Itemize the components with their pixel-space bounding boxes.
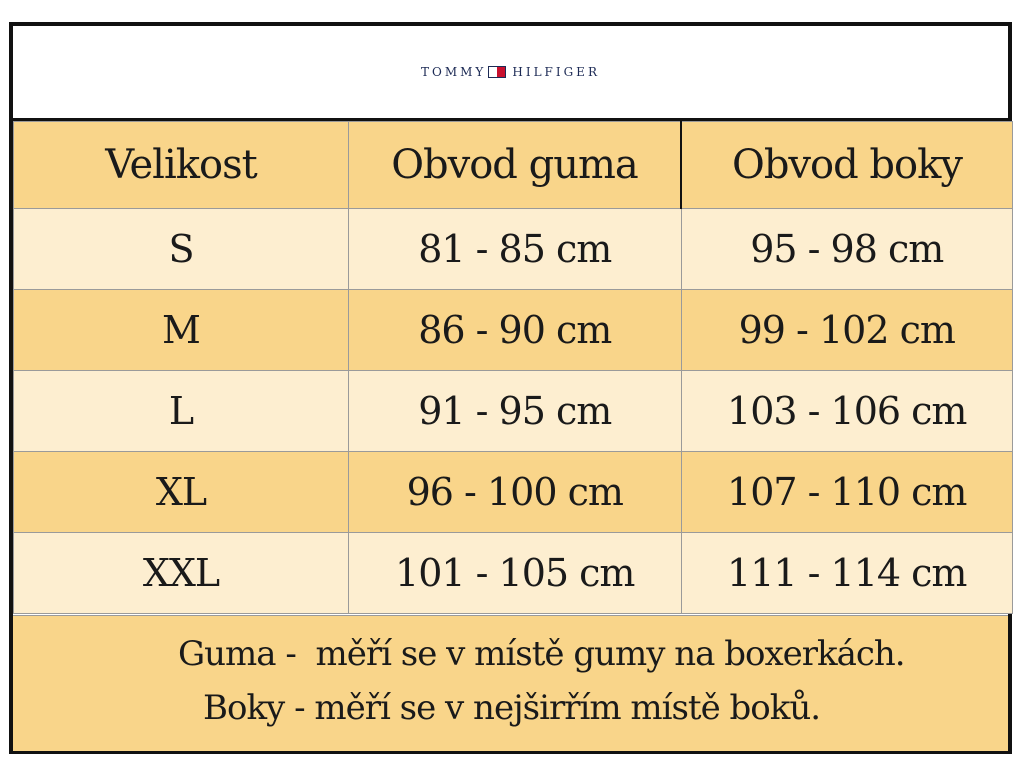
cell-size: L <box>14 371 349 452</box>
cell-size: XL <box>14 452 349 533</box>
note-hips: Boky - měří se v nejširřím místě boků. <box>203 688 821 728</box>
table-row <box>14 371 1013 452</box>
header-size: Velikost <box>14 122 349 209</box>
table-row <box>14 452 1013 533</box>
table-row <box>14 290 1013 371</box>
size-chart-frame <box>9 22 1012 754</box>
cell-size: XXL <box>14 533 349 614</box>
brand-name-right: HILFIGER <box>512 65 600 79</box>
cell-waist: 81 - 85 cm <box>349 209 682 290</box>
cell-hips: 103 - 106 cm <box>681 371 1013 452</box>
table-row <box>14 209 1013 290</box>
cell-waist: 101 - 105 cm <box>349 533 682 614</box>
flag-icon <box>488 66 506 78</box>
cell-waist: 91 - 95 cm <box>349 371 682 452</box>
note-waist: Guma - měří se v místě gumy na boxerkách. <box>178 634 905 674</box>
size-table <box>13 121 1013 614</box>
brand-header <box>13 26 1008 121</box>
tommy-hilfiger-logo <box>421 65 600 79</box>
cell-hips: 95 - 98 cm <box>681 209 1013 290</box>
cell-hips: 107 - 110 cm <box>681 452 1013 533</box>
table-row <box>14 533 1013 614</box>
header-hips: Obvod boky <box>681 122 1013 209</box>
cell-size: M <box>14 290 349 371</box>
cell-waist: 96 - 100 cm <box>349 452 682 533</box>
cell-waist: 86 - 90 cm <box>349 290 682 371</box>
cell-size: S <box>14 209 349 290</box>
cell-hips: 111 - 114 cm <box>681 533 1013 614</box>
header-waist: Obvod guma <box>349 122 682 209</box>
table-header-row <box>14 122 1013 209</box>
measurement-notes <box>13 615 1008 751</box>
brand-name-left: TOMMY <box>421 65 487 79</box>
cell-hips: 99 - 102 cm <box>681 290 1013 371</box>
